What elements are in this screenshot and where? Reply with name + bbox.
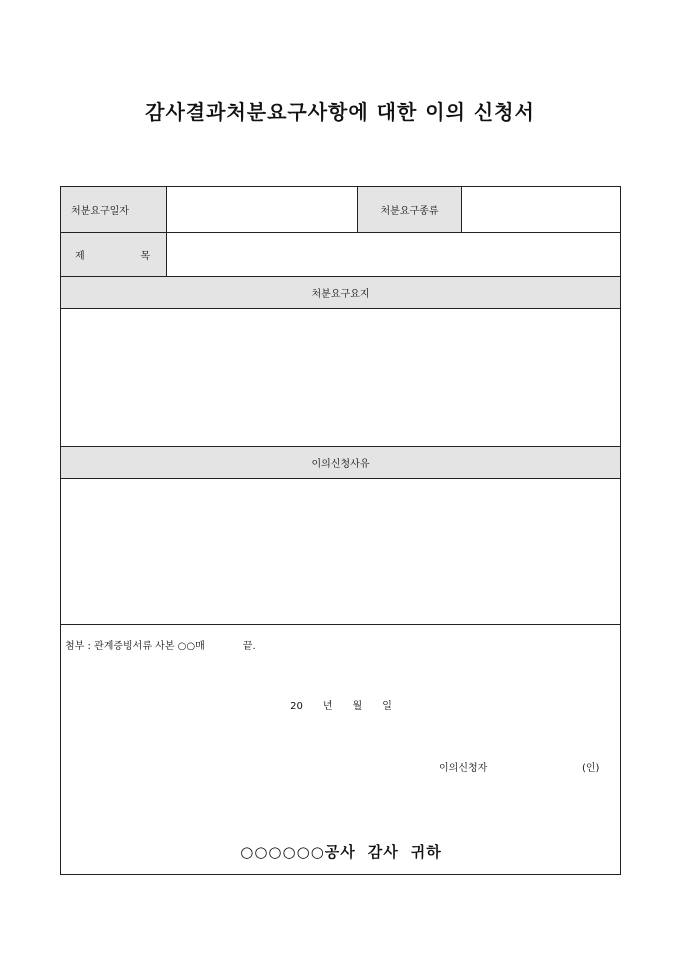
seal-label: (인) xyxy=(582,763,600,774)
summary-header-row xyxy=(61,277,621,309)
summary-header: 처분요구요지 xyxy=(61,277,621,309)
request-date-field[interactable] xyxy=(167,187,358,233)
request-info-row xyxy=(61,187,621,233)
date-year: 20 xyxy=(290,701,303,712)
subject-field[interactable] xyxy=(167,233,621,277)
request-type-label: 처분요구종류 xyxy=(358,187,462,233)
date-line xyxy=(61,697,621,712)
addressee-department: 감사 xyxy=(367,843,399,861)
subject-label xyxy=(61,233,167,277)
subject-label-second-char: 목 xyxy=(140,251,150,262)
request-type-field[interactable] xyxy=(462,187,621,233)
summary-field[interactable] xyxy=(61,309,621,447)
document-title: 감사결과처분요구사항에 대한 이의 신청서 xyxy=(145,100,535,124)
reason-header-row xyxy=(61,447,621,479)
summary-body-row xyxy=(61,309,621,447)
reason-header: 이의신청사유 xyxy=(61,447,621,479)
addressee-honorific: 귀하 xyxy=(410,843,442,861)
attachment-line xyxy=(65,637,256,652)
date-day-unit: 일 xyxy=(382,701,392,712)
footer-row xyxy=(61,625,621,875)
applicant-label: 이의신청자 xyxy=(439,763,488,774)
objection-form-table xyxy=(60,186,621,875)
request-date-label: 처분요구일자 xyxy=(61,187,167,233)
date-month-unit: 월 xyxy=(352,701,363,712)
reason-field[interactable] xyxy=(61,479,621,625)
footer-section xyxy=(61,625,621,875)
subject-row xyxy=(61,233,621,277)
attachment-end: 끝. xyxy=(242,641,256,652)
reason-body-row xyxy=(61,479,621,625)
subject-label-first-char: 제 xyxy=(75,251,85,262)
date-year-unit: 년 xyxy=(322,701,333,712)
addressee-organization: ○○○○○○공사 xyxy=(240,843,356,861)
attachment-text: 첨부 : 관계증빙서류 사본 ○○매 xyxy=(65,641,205,652)
addressee-line xyxy=(61,841,621,862)
